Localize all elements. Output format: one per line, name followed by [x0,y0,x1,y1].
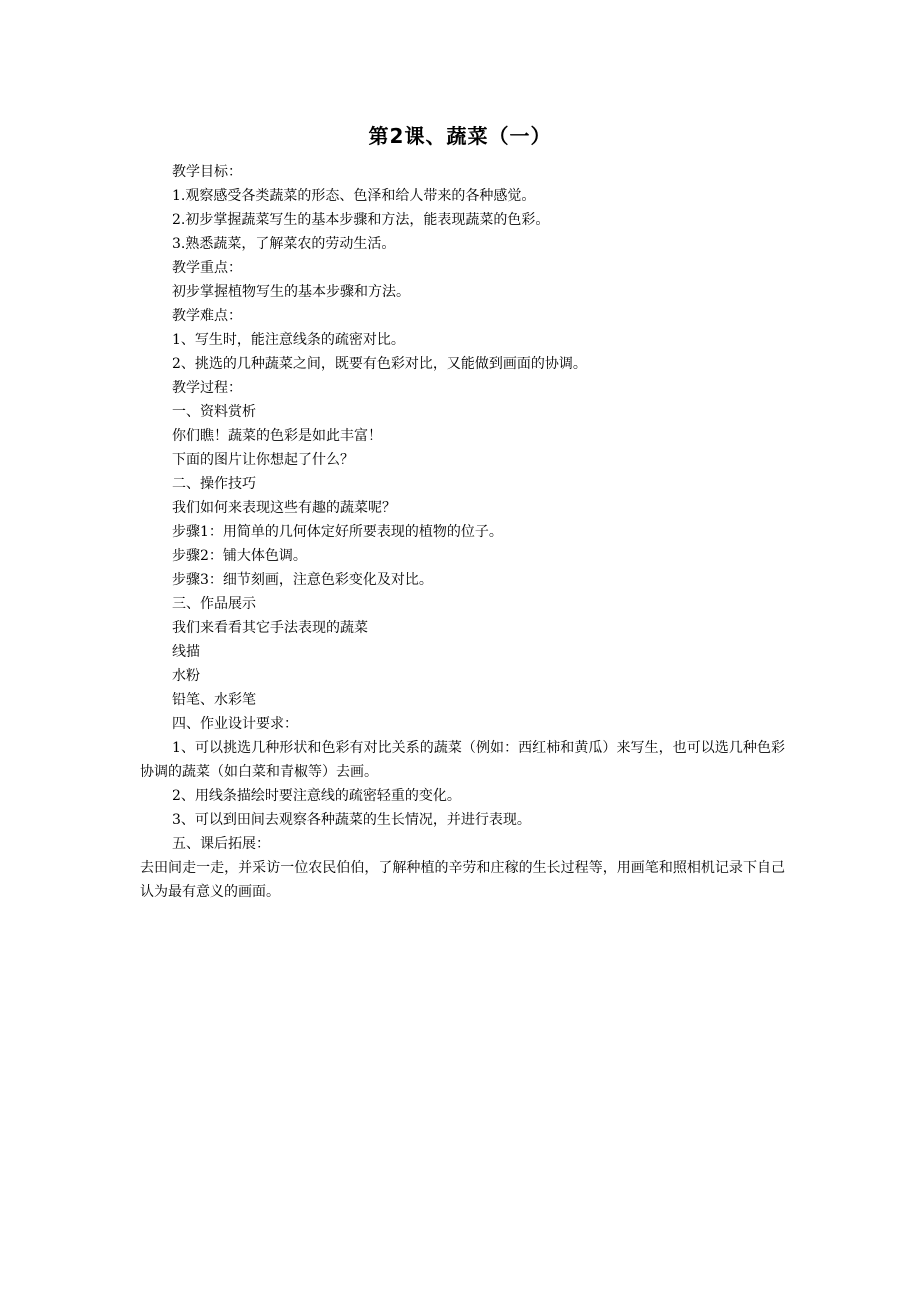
extension-text: 去田间走一走，并采访一位农民伯伯，了解种植的辛劳和庄稼的生长过程等，用画笔和照相机记录下自己认为最有意义的画面。 [140,860,785,900]
section-3-heading: 三、作品展示 [172,596,256,612]
document-title: 第2课、蔬菜（一） [368,124,552,148]
step-3: 步骤3：细节刻画，注意色彩变化及对比。 [172,572,433,588]
homework-requirement-1: 1、可以挑选几种形状和色彩有对比关系的蔬菜（例如：西红柿和黄瓜）来写生，也可以选几种色彩协调的蔬菜（如白菜和青椒等）去画。 [140,740,785,780]
technique-line-drawing: 线描 [172,644,200,660]
document-body [140,160,785,904]
process-heading: 教学过程： [172,380,242,396]
technique-pencil-watercolor: 铅笔、水彩笔 [172,692,256,708]
key-point-1: 初步掌握植物写生的基本步骤和方法。 [172,284,410,300]
difficulty-2: 2、挑选的几种蔬菜之间，既要有色彩对比，又能做到画面的协调。 [172,356,587,372]
objectives-heading: 教学目标： [172,164,242,180]
homework-requirement-3: 3、可以到田间去观察各种蔬菜的生长情况，并进行表现。 [172,812,531,828]
homework-requirement-2: 2、用线条描绘时要注意线的疏密轻重的变化。 [172,788,461,804]
section-4-heading: 四、作业设计要求： [172,716,298,732]
difficulty-1: 1、写生时，能注意线条的疏密对比。 [172,332,405,348]
step-2: 步骤2：铺大体色调。 [172,548,307,564]
section-1-line-1: 你们瞧！蔬菜的色彩是如此丰富！ [172,428,382,444]
section-2-heading: 二、操作技巧 [172,476,256,492]
section-5-heading: 五、课后拓展： [172,836,270,852]
section-1-heading: 一、资料赏析 [172,404,256,420]
step-1: 步骤1：用简单的几何体定好所要表现的植物的位子。 [172,524,503,540]
key-points-heading: 教学重点： [172,260,242,276]
section-2-line-1: 我们如何来表现这些有趣的蔬菜呢？ [172,500,396,516]
section-1-line-2: 下面的图片让你想起了什么？ [172,452,354,468]
section-3-line-1: 我们来看看其它手法表现的蔬菜 [172,620,368,636]
objective-3: 3.熟悉蔬菜，了解菜农的劳动生活。 [172,236,396,252]
difficulties-heading: 教学难点： [172,308,242,324]
technique-gouache: 水粉 [172,668,200,684]
objective-2: 2.初步掌握蔬菜写生的基本步骤和方法，能表现蔬菜的色彩。 [172,212,550,228]
objective-1: 1.观察感受各类蔬菜的形态、色泽和给人带来的各种感觉。 [172,188,536,204]
